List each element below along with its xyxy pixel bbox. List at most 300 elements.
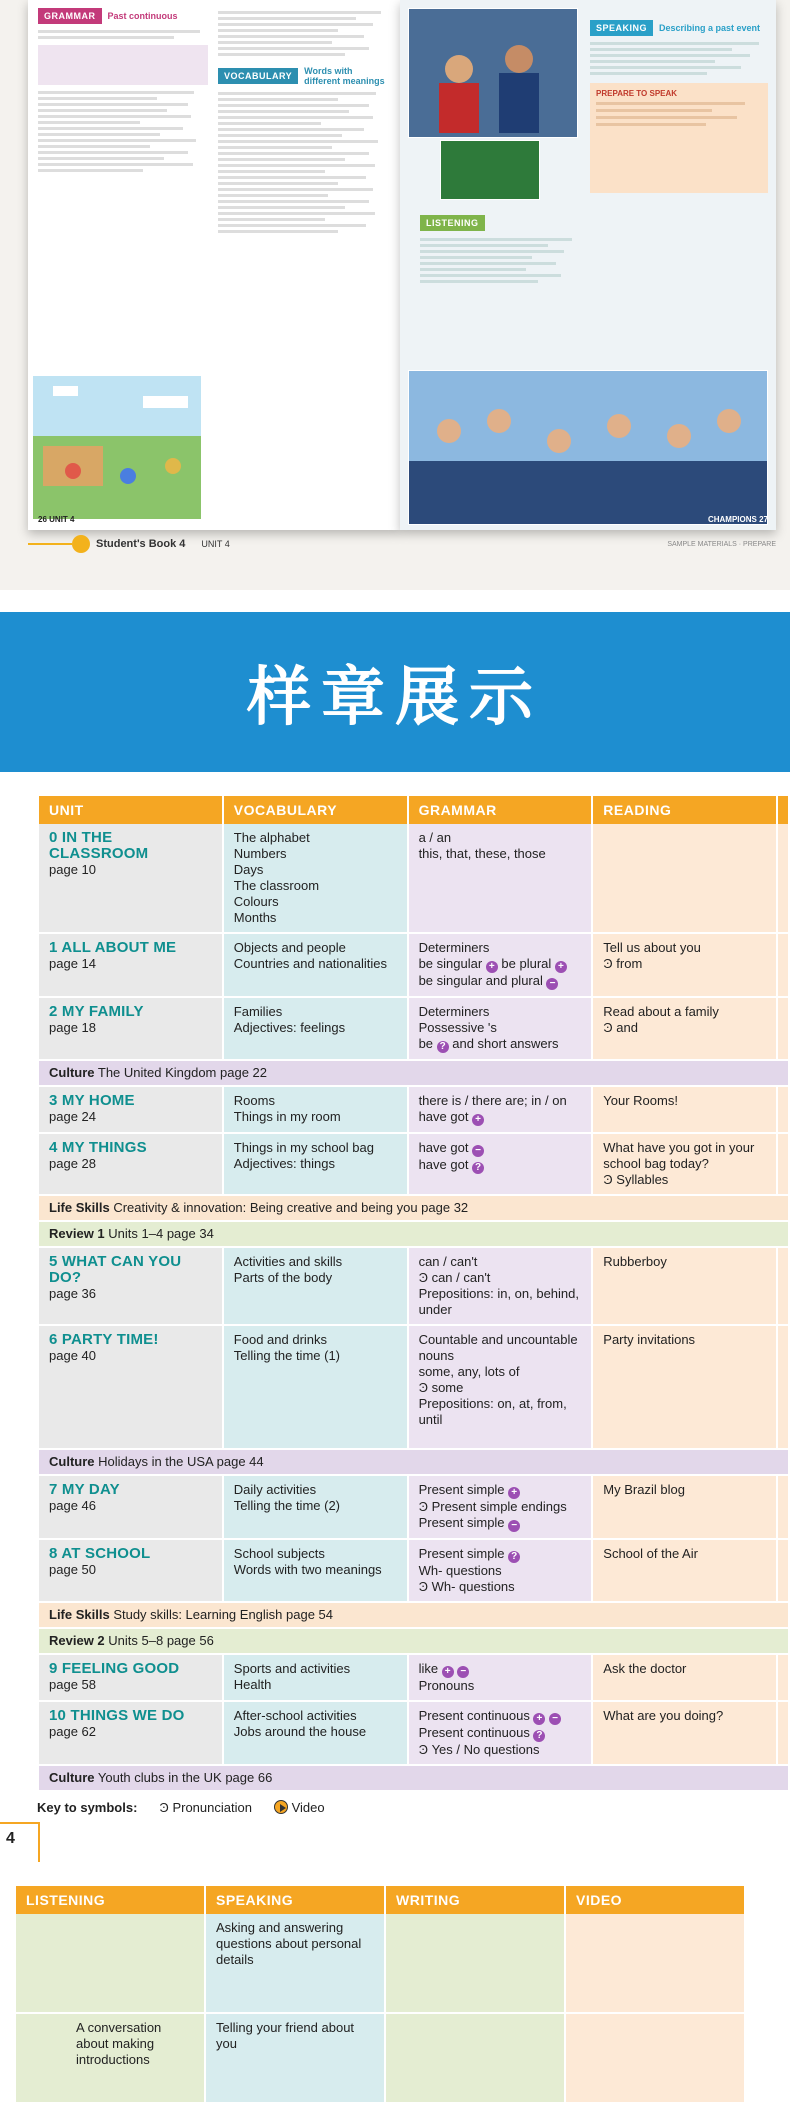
grammar-cell	[409, 1326, 592, 1450]
cell-line	[419, 1109, 582, 1126]
text-span: Ͽ Wh- questions	[418, 1579, 515, 1594]
band-label: Life Skills	[49, 1200, 110, 1215]
toc2-header-listening: LISTENING	[16, 1886, 204, 1914]
vocab-item: The alphabet	[233, 830, 310, 845]
question-icon: ?	[437, 1041, 449, 1053]
unit-page: page 18	[49, 1020, 96, 1035]
band-label: Life Skills	[49, 1607, 110, 1622]
toc-band-row	[39, 1450, 788, 1476]
cell-line	[419, 1499, 582, 1515]
unit-title: 9 FEELING GOOD	[49, 1660, 180, 1677]
toc-unit-row	[39, 1655, 788, 1702]
vocab-item: Colours	[233, 894, 279, 909]
vocabulary-cell	[224, 998, 407, 1061]
continuation-number: 4	[6, 1830, 15, 1847]
vocabulary-cell	[224, 1134, 407, 1196]
text-span: Pronouns	[418, 1678, 475, 1693]
vocab-item: Daily activities	[233, 1482, 317, 1497]
reading-cell	[593, 1540, 776, 1603]
toc2-row	[16, 2014, 744, 2104]
unit-page: page 24	[49, 1109, 96, 1124]
toc2-header-speaking: SPEAKING	[206, 1886, 384, 1914]
extra-cell	[778, 1248, 788, 1326]
right-footer-label: CHAMPIONS	[707, 515, 757, 524]
text-span: Ͽ some	[418, 1380, 464, 1395]
prepare-to-speak-title: PREPARE TO SPEAK	[596, 89, 678, 98]
grammar-text-lines	[38, 30, 208, 172]
vocabulary-cell	[224, 934, 407, 998]
grammar-cell	[409, 824, 592, 934]
vocabulary-cell	[224, 1476, 407, 1540]
extra-cell	[778, 998, 788, 1061]
cell-line	[419, 1742, 582, 1758]
vocab-item: Days	[233, 862, 264, 877]
cell-line	[419, 1036, 582, 1053]
minus-icon: −	[508, 1520, 520, 1532]
unit-cell	[39, 1326, 222, 1450]
publisher-logo-icon	[72, 535, 90, 553]
minus-icon: −	[457, 1666, 469, 1678]
cell-line	[419, 1157, 582, 1174]
listening-cell: A conversation about making introductions	[16, 2014, 204, 2104]
extra-cell	[778, 1134, 788, 1196]
right-page-number: 27	[759, 515, 768, 524]
cell-line	[419, 830, 582, 846]
left-unit-label: UNIT 4	[49, 515, 75, 524]
text-span: be plural	[497, 956, 555, 971]
cell-line	[419, 1546, 582, 1563]
extra-cell	[778, 934, 788, 998]
vocabulary-cell	[224, 1702, 407, 1766]
pronunciation-icon: Ͽ	[159, 1800, 169, 1815]
toc-table-2	[14, 1886, 746, 2104]
unit-page: page 28	[49, 1156, 96, 1171]
grammar-tag: GRAMMAR	[38, 8, 102, 24]
unit-title: 10 THINGS WE DO	[49, 1707, 185, 1724]
footer-unit: UNIT 4	[201, 539, 230, 549]
key-label: Key to symbols:	[37, 1800, 138, 1815]
reading-item: What are you doing?	[603, 1708, 724, 1723]
toc-unit-row	[39, 934, 788, 998]
band-label: Review 2	[49, 1633, 105, 1648]
left-page	[28, 0, 400, 530]
cell-line	[419, 1364, 582, 1380]
text-span: Ͽ Present simple endings	[418, 1499, 567, 1514]
book-spread-photo	[0, 0, 790, 590]
symbol-key	[37, 1800, 325, 1815]
grammar-section	[38, 8, 208, 175]
grammar-cell	[409, 1248, 592, 1326]
question-icon: ?	[472, 1162, 484, 1174]
reading-cell	[593, 998, 776, 1061]
band-text: Creativity & innovation: Being creative and being you	[109, 1200, 422, 1215]
text-span: be singular	[418, 956, 486, 971]
listening-text-lines	[420, 235, 580, 286]
unit-cell	[39, 1655, 222, 1702]
unit-page: page 36	[49, 1286, 96, 1301]
grammar-cell	[409, 998, 592, 1061]
text-span: Present simple	[418, 1515, 509, 1530]
extra-cell	[778, 1087, 788, 1134]
vocab-item: Numbers	[233, 846, 287, 861]
cell-line	[419, 1254, 582, 1270]
unit-title: 0 IN THE CLASSROOM	[49, 829, 149, 862]
key-pronunciation	[159, 1800, 252, 1815]
cell-line	[419, 1678, 582, 1694]
grammar-cell	[409, 934, 592, 998]
cell-line	[419, 1725, 582, 1742]
contents-table-1	[37, 796, 790, 1792]
band-cell	[39, 1222, 788, 1248]
unit-cell	[39, 1476, 222, 1540]
vocab-item: Objects and people	[233, 940, 346, 955]
unit-title: 8 AT SCHOOL	[49, 1545, 151, 1562]
extra-cell	[778, 1702, 788, 1766]
band-text: Study skills: Learning English	[109, 1607, 287, 1622]
football-photo-a	[408, 8, 578, 138]
unit-title: 3 MY HOME	[49, 1092, 135, 1109]
cell-line	[419, 1396, 582, 1428]
speaking-cell: Asking and answering questions about personal details	[206, 1914, 384, 2014]
key-pron-text: Pronunciation	[172, 1800, 252, 1815]
grammar-cell	[409, 1702, 592, 1766]
toc-band-row	[39, 1061, 788, 1087]
reading-cell	[593, 1476, 776, 1540]
text-span: Ͽ can / can't	[418, 1270, 491, 1285]
reading-item: Read about a family	[603, 1004, 719, 1019]
plus-icon: +	[442, 1666, 454, 1678]
grammar-cell	[409, 1540, 592, 1603]
text-span: have got	[418, 1140, 473, 1155]
reading-item: Ͽ Syllables	[603, 1172, 669, 1187]
band-text: Units 5–8	[104, 1633, 167, 1648]
plus-icon: +	[533, 1713, 545, 1725]
reading-item: School of the Air	[603, 1546, 698, 1561]
text-span: can / can't	[418, 1254, 478, 1269]
minus-icon: −	[546, 978, 558, 990]
video-cell	[566, 1914, 744, 2014]
text-span: Ͽ Yes / No questions	[418, 1742, 540, 1757]
unit-cell	[39, 998, 222, 1061]
vocab-item: Activities and skills	[233, 1254, 343, 1269]
cell-line	[419, 1004, 582, 1020]
text-span: like	[418, 1661, 442, 1676]
band-page: page 54	[286, 1607, 334, 1622]
band-cell	[39, 1603, 788, 1629]
cell-line	[419, 1380, 582, 1396]
unit-title: 1 ALL ABOUT ME	[49, 939, 177, 956]
text-span: Possessive 's	[418, 1020, 497, 1035]
extra-cell	[778, 1540, 788, 1603]
reading-item: Your Rooms!	[603, 1093, 678, 1108]
vocab-item: Rooms	[233, 1093, 275, 1108]
banner-title: 样章展示	[247, 661, 543, 735]
right-page-footer	[708, 515, 768, 524]
cell-line	[419, 1482, 582, 1499]
vocab-item: Telling the time (2)	[233, 1498, 341, 1513]
extra-cell	[778, 1476, 788, 1540]
band-page: page 34	[166, 1226, 214, 1241]
reading-cell	[593, 1326, 776, 1450]
cell-line	[419, 1020, 582, 1036]
toc2-header-video: VIDEO	[566, 1886, 744, 1914]
text-span: be singular and plural	[418, 973, 547, 988]
cell-line	[419, 1270, 582, 1286]
toc-header-vocabulary: VOCABULARY	[224, 796, 407, 824]
text-span: have got	[418, 1109, 473, 1124]
cell-line	[419, 1515, 582, 1532]
video-play-icon	[274, 1800, 288, 1814]
toc-unit-row	[39, 1087, 788, 1134]
toc-band-row	[39, 1196, 788, 1222]
cell-line	[419, 1563, 582, 1579]
vocab-item: School subjects	[233, 1546, 325, 1561]
vocabulary-cell	[224, 824, 407, 934]
unit-cell	[39, 824, 222, 934]
video-cell	[566, 2014, 744, 2104]
extra-cell	[778, 1655, 788, 1702]
band-cell	[39, 1196, 788, 1222]
band-page: page 66	[225, 1770, 273, 1785]
reading-item: Ask the doctor	[603, 1661, 687, 1676]
text-span: Present simple	[418, 1482, 509, 1497]
toc-table	[37, 796, 790, 1792]
toc-unit-row	[39, 1540, 788, 1603]
vocab-item: Jobs around the house	[233, 1724, 367, 1739]
key-video	[274, 1800, 325, 1815]
reading-cell	[593, 934, 776, 998]
vocab-item: The classroom	[233, 878, 320, 893]
left-page-footer	[38, 515, 74, 524]
plus-icon: +	[508, 1487, 520, 1499]
cell-line	[419, 940, 582, 956]
band-page: page 56	[166, 1633, 214, 1648]
toc2-header-writing: WRITING	[386, 1886, 564, 1914]
plus-icon: +	[472, 1114, 484, 1126]
unit-cell	[39, 1087, 222, 1134]
text-span: have got	[418, 1157, 473, 1172]
minus-icon: −	[472, 1145, 484, 1157]
grammar-subtitle: Past continuous	[107, 11, 178, 21]
prepare-to-speak-box	[590, 83, 768, 193]
vocab-item: Health	[233, 1677, 272, 1692]
unit-cell	[39, 1702, 222, 1766]
band-label: Culture	[49, 1770, 95, 1785]
toc-unit-row	[39, 1476, 788, 1540]
toc-unit-row	[39, 1134, 788, 1196]
band-text: Holidays in the USA	[94, 1454, 217, 1469]
vocabulary-cell	[224, 1655, 407, 1702]
toc-header-grammar: GRAMMAR	[409, 796, 592, 824]
toc-unit-row	[39, 998, 788, 1061]
band-text: The United Kingdom	[94, 1065, 220, 1080]
reading-cell	[593, 824, 776, 934]
text-span: some, any, lots of	[418, 1364, 520, 1379]
speaking-section	[590, 20, 768, 193]
unit-title: 7 MY DAY	[49, 1481, 120, 1498]
crowd-celebration-photo	[408, 370, 768, 525]
listening-tag: LISTENING	[420, 215, 485, 231]
reading-item: Ͽ from	[603, 956, 643, 971]
vocabulary-cell	[224, 1248, 407, 1326]
toc-band-row	[39, 1222, 788, 1248]
right-page	[400, 0, 776, 530]
vocabulary-subtitle: Words with different meanings	[304, 66, 385, 86]
unit-cell	[39, 1540, 222, 1603]
reading-cell	[593, 1134, 776, 1196]
band-page: page 32	[421, 1200, 469, 1215]
speaking-subtitle: Describing a past event	[659, 23, 761, 33]
vocab-item: Countries and nationalities	[233, 956, 388, 971]
extra-cell	[778, 824, 788, 934]
vocab-item: Adjectives: feelings	[233, 1020, 346, 1035]
plus-icon: +	[486, 961, 498, 973]
writing-cell	[386, 1914, 564, 2014]
unit-page: page 62	[49, 1724, 96, 1739]
toc-band-row	[39, 1766, 788, 1792]
band-page: page 44	[216, 1454, 264, 1469]
text-span: Prepositions: on, at, from, until	[418, 1396, 567, 1427]
vocab-item: Things in my school bag	[233, 1140, 374, 1155]
extra-cell	[778, 1326, 788, 1450]
vocab-item: After-school activities	[233, 1708, 357, 1723]
text-span: Present continuous	[418, 1725, 534, 1740]
vocabulary-cell	[224, 1087, 407, 1134]
vocabulary-cell	[224, 1540, 407, 1603]
grammar-cell	[409, 1087, 592, 1134]
reading-cell	[593, 1655, 776, 1702]
vocab-item: Things in my room	[233, 1109, 341, 1124]
reading-item: What have you got in your school bag today?	[603, 1140, 755, 1171]
text-span: this, that, these, those	[418, 846, 546, 861]
band-text: Units 1–4	[104, 1226, 167, 1241]
vocab-item: Parts of the body	[233, 1270, 333, 1285]
key-video-text: Video	[291, 1800, 325, 1815]
text-span: Present simple	[418, 1546, 509, 1561]
playground-illustration	[32, 375, 202, 520]
text-span: there is / there are; in / on	[418, 1093, 567, 1108]
speaking-cell: Telling your friend about you	[206, 2014, 384, 2104]
reading-cell	[593, 1087, 776, 1134]
band-label: Culture	[49, 1454, 95, 1469]
text-span: Determiners	[418, 940, 490, 955]
vocabulary-section	[218, 8, 390, 236]
grammar-cell	[409, 1476, 592, 1540]
cell-line	[419, 1708, 582, 1725]
band-cell	[39, 1766, 788, 1792]
band-page: page 22	[220, 1065, 267, 1080]
vocab-item: Adjectives: things	[233, 1156, 335, 1171]
cell-line	[419, 973, 582, 990]
vocab-item: Telling the time (1)	[233, 1348, 341, 1363]
sample-label: SAMPLE MATERIALS · PREPARE	[667, 540, 776, 548]
sample-banner	[0, 612, 790, 772]
reading-cell	[593, 1702, 776, 1766]
band-cell	[39, 1629, 788, 1655]
text-span: Determiners	[418, 1004, 490, 1019]
vocab-item: Families	[233, 1004, 283, 1019]
unit-title: 6 PARTY TIME!	[49, 1331, 159, 1348]
toc-unit-row	[39, 824, 788, 934]
vocab-item: Sports and activities	[233, 1661, 351, 1676]
vocab-item: Food and drinks	[233, 1332, 328, 1347]
unit-title: 5 WHAT CAN YOU DO?	[49, 1253, 182, 1286]
reading-item: My Brazil blog	[603, 1482, 685, 1497]
footer-title: Student's Book 4	[96, 538, 186, 550]
cell-line	[419, 1286, 582, 1318]
text-span: and short answers	[448, 1036, 559, 1051]
vocabulary-cell	[224, 1326, 407, 1450]
text-span: Countable and uncountable nouns	[418, 1332, 578, 1363]
reading-cell	[593, 1248, 776, 1326]
unit-page: page 46	[49, 1498, 96, 1513]
unit-cell	[39, 934, 222, 998]
toc2-row	[16, 1914, 744, 2014]
toc-unit-row	[39, 1702, 788, 1766]
minus-icon: −	[549, 1713, 561, 1725]
toc-band-row	[39, 1603, 788, 1629]
unit-page: page 50	[49, 1562, 96, 1577]
vocab-item: Months	[233, 910, 277, 925]
contents-table-2	[14, 1886, 790, 2104]
toc-header-reading: READING	[593, 796, 776, 824]
cell-line	[419, 1093, 582, 1109]
text-span: Present continuous	[418, 1708, 534, 1723]
unit-title: 4 MY THINGS	[49, 1139, 147, 1156]
cell-line	[419, 1661, 582, 1678]
grammar-cell	[409, 1655, 592, 1702]
reading-item: Tell us about you	[603, 940, 701, 955]
text-span: Wh- questions	[418, 1563, 502, 1578]
toc-unit-row	[39, 1248, 788, 1326]
band-cell	[39, 1450, 788, 1476]
reading-item: Party invitations	[603, 1332, 696, 1347]
question-icon: ?	[533, 1730, 545, 1742]
toc-header-unit: UNIT	[39, 796, 222, 824]
grammar-cell	[409, 1134, 592, 1196]
text-span: be	[418, 1036, 437, 1051]
toc-header-extra	[778, 796, 788, 824]
unit-cell	[39, 1248, 222, 1326]
vocabulary-tag: VOCABULARY	[218, 68, 298, 84]
continuation-marker	[0, 1822, 40, 1862]
band-text: Youth clubs in the UK	[94, 1770, 226, 1785]
reading-item: Rubberboy	[603, 1254, 667, 1269]
unit-cell	[39, 1134, 222, 1196]
speaking-tag: SPEAKING	[590, 20, 653, 36]
text-span: Prepositions: in, on, behind, under	[418, 1286, 579, 1317]
writing-cell	[386, 2014, 564, 2104]
toc-band-row	[39, 1629, 788, 1655]
unit-page: page 14	[49, 956, 96, 971]
cell-line	[419, 1579, 582, 1595]
band-label: Review 1	[49, 1226, 105, 1241]
left-page-number: 26	[38, 515, 47, 524]
text-span: a / an	[418, 830, 452, 845]
band-cell	[39, 1061, 788, 1087]
toc-unit-row	[39, 1326, 788, 1450]
unit-title: 2 MY FAMILY	[49, 1003, 144, 1020]
unit-page: page 58	[49, 1677, 96, 1692]
unit-page: page 10	[49, 862, 96, 877]
plus-icon: +	[555, 961, 567, 973]
question-icon: ?	[508, 1551, 520, 1563]
band-label: Culture	[49, 1065, 95, 1080]
reading-item: Ͽ and	[603, 1020, 638, 1035]
unit-page: page 40	[49, 1348, 96, 1363]
cell-line	[419, 1140, 582, 1157]
cell-line	[419, 846, 582, 862]
